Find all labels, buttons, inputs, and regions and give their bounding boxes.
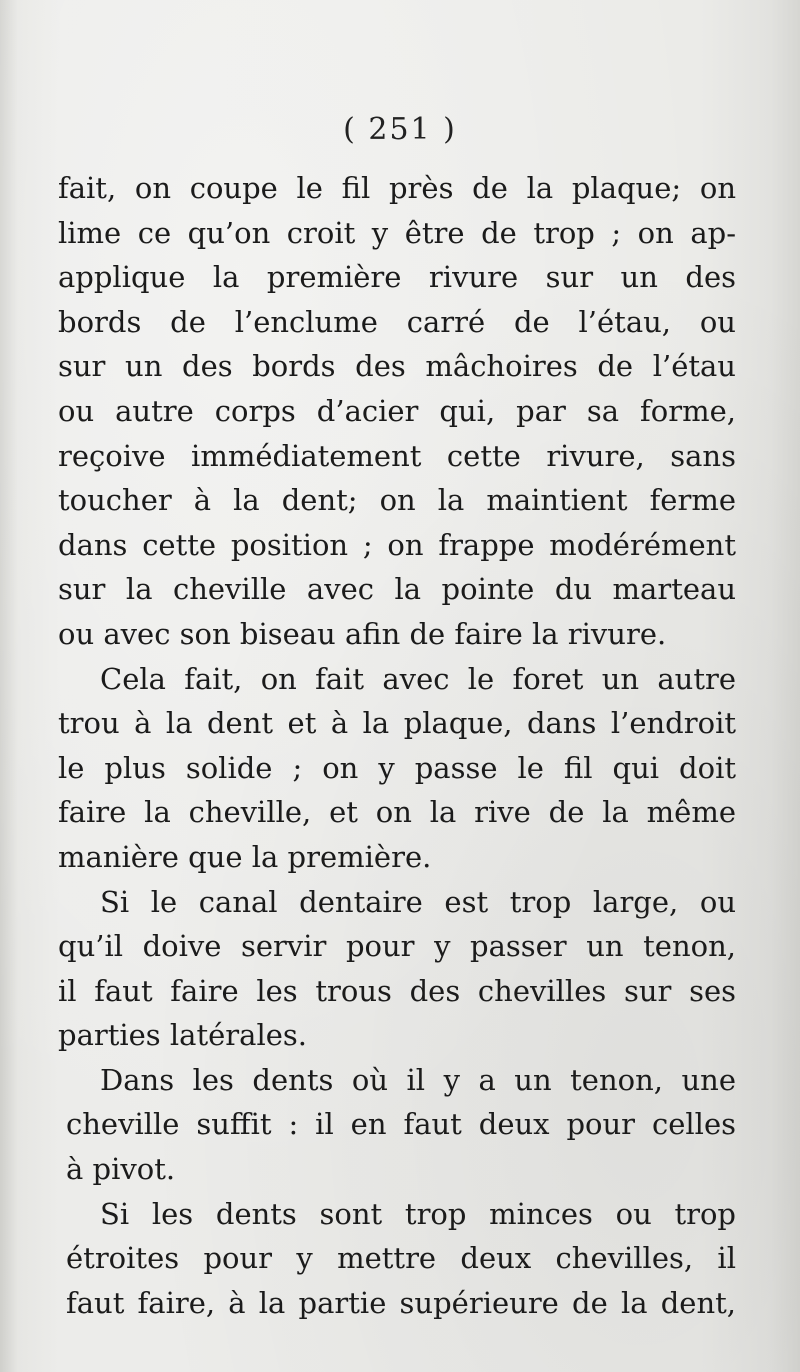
- text-line: le plus solide ; on y passe le fil qui doit: [58, 750, 736, 785]
- text-line: ou avec son biseau afin de faire la rivure.: [58, 616, 667, 651]
- text-line: sur la cheville avec la pointe du marteau: [58, 572, 736, 607]
- text-line: à pivot.: [66, 1152, 176, 1187]
- text-line: reçoive immédiatement cette rivure, sans: [58, 438, 736, 473]
- text-line: Si le canal dentaire est trop large, ou: [100, 884, 736, 919]
- text-line: bords de l’enclume carré de l’étau, ou: [58, 304, 736, 339]
- body-text: [58, 166, 736, 1325]
- text-line: qu’il doive servir pour y passer un tenon,: [58, 929, 736, 964]
- text-line: étroites pour y mettre deux chevilles, il: [66, 1241, 736, 1276]
- text-line: Cela fait, on fait avec le foret un autre: [100, 661, 736, 696]
- text-line: cheville suffit : il en faut deux pour celles: [66, 1107, 736, 1142]
- text-line: Si les dents sont trop minces ou trop: [100, 1196, 736, 1231]
- text-line: lime ce qu’on croit y être de trop ; on ap-: [58, 215, 736, 250]
- text-line: toucher à la dent; on la maintient ferme: [58, 483, 736, 518]
- text-line: trou à la dent et à la plaque, dans l’endroit: [58, 706, 736, 741]
- text-line: faire la cheville, et on la rive de la même: [58, 795, 736, 830]
- text-line: fait, on coupe le fil près de la plaque; on: [58, 171, 736, 205]
- page-number: ( 251 ): [343, 112, 457, 147]
- text-line: sur un des bords des mâchoires de l’étau: [58, 349, 736, 384]
- text-line: Dans les dents où il y a un tenon, une: [100, 1062, 736, 1097]
- text-line: manière que la première.: [58, 839, 432, 874]
- text-line: ou autre corps d’acier qui, par sa forme,: [58, 393, 736, 428]
- text-line: applique la première rivure sur un des: [58, 260, 736, 295]
- text-line: parties latérales.: [58, 1018, 307, 1053]
- text-line: faut faire, à la partie supérieure de la dent,: [66, 1285, 736, 1320]
- text-line: il faut faire les trous des chevilles sur ses: [58, 973, 736, 1008]
- text-line: dans cette position ; on frappe modérément: [58, 527, 736, 562]
